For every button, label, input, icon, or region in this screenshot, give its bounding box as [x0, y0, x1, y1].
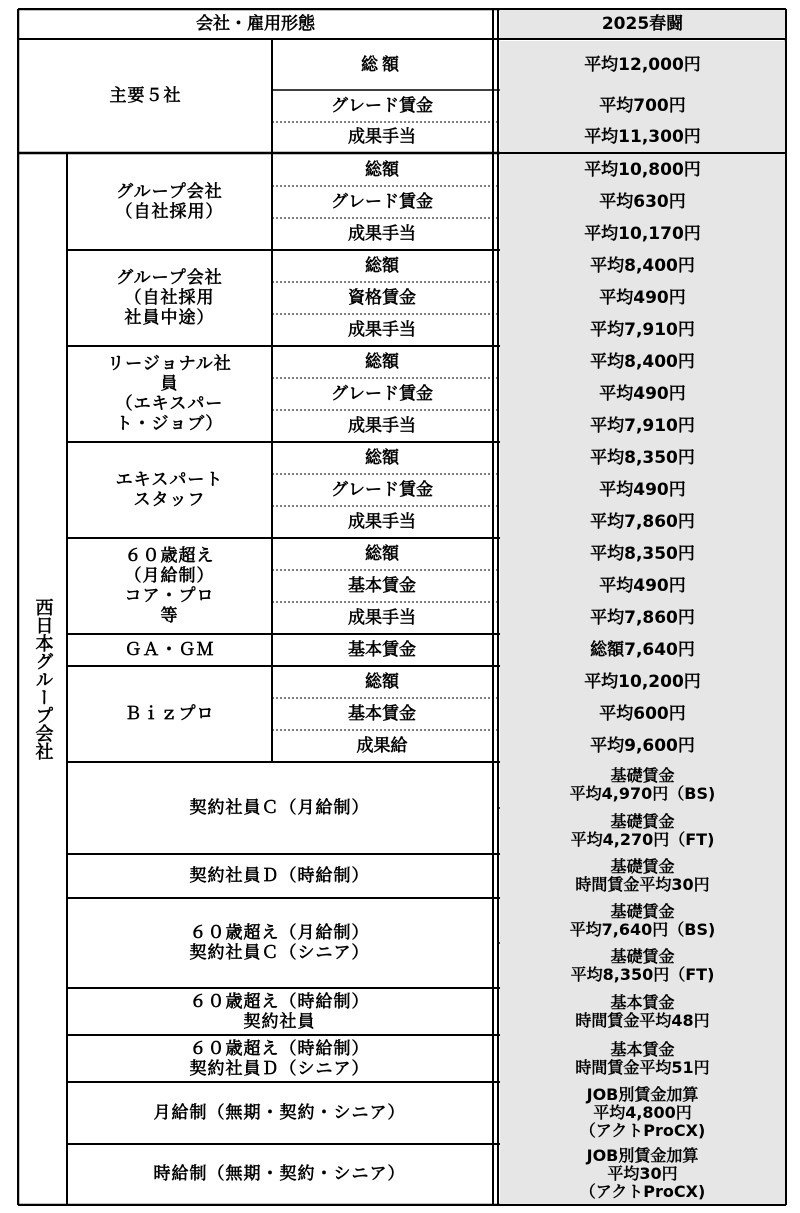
row-label-w6: 月給制（無期・契約・シニア）	[153, 1103, 406, 1123]
wage-table	[17, 8, 787, 1206]
wage-value: 基礎賃金 平均4,970円（BS)	[500, 762, 785, 808]
wage-type: グレード賃金	[331, 95, 433, 116]
wage-value: 平均8,350円	[500, 538, 785, 570]
row-label-g1: グループ会社 （自社採用）	[115, 182, 224, 222]
row-label-w5: ６０歳超え（時給制） 契約社員Ｄ（シニア）	[189, 1038, 370, 1079]
row-label-w4: ６０歳超え（時給制） 契約社員	[189, 991, 370, 1032]
wage-type: 総額	[365, 543, 399, 564]
wage-type: 基本賃金	[348, 639, 416, 660]
wage-value: 平均700円	[500, 90, 785, 122]
wage-value: 平均8,400円	[500, 346, 785, 378]
header-category: 会社・雇用形態	[196, 13, 315, 34]
wage-type: 総額	[365, 255, 399, 276]
row-label-g4: エキスパート スタッフ	[115, 470, 224, 510]
wage-type: 総額	[361, 55, 403, 75]
wage-value: JOB別賃金加算 平均30円 （アクトProCX)	[500, 1144, 785, 1204]
wage-type: 成果手当	[348, 511, 416, 532]
wage-value: 平均7,910円	[500, 314, 785, 346]
wage-value: 平均7,860円	[500, 506, 785, 538]
wage-value: 平均10,170円	[500, 218, 785, 250]
wage-value: 平均490円	[500, 474, 785, 506]
row-label-w1: 契約社員Ｃ（月給制）	[189, 798, 370, 818]
row-label-w3: ６０歳超え（月給制） 契約社員Ｃ（シニア）	[189, 923, 370, 963]
row-label-g6: ＧＡ・ＧＭ	[124, 640, 215, 660]
wage-type: 成果手当	[348, 607, 416, 628]
wage-value: 平均600円	[500, 698, 785, 730]
wage-value: 平均490円	[500, 282, 785, 314]
wage-value: 基礎賃金 平均7,640円（BS)	[500, 898, 785, 943]
wage-value: 総額7,640円	[500, 634, 785, 666]
wage-type: 成果手当	[348, 126, 416, 147]
wage-value: 平均9,600円	[500, 730, 785, 762]
wage-value: 平均7,910円	[500, 410, 785, 442]
row-label-g2: グループ会社 （自社採用 社員中途）	[116, 268, 223, 328]
wage-value: 基礎賃金 時間賃金平均30円	[500, 854, 785, 898]
wage-value: 平均490円	[500, 570, 785, 602]
wage-type: 成果手当	[348, 319, 416, 340]
wage-type: 資格賃金	[348, 287, 416, 308]
wage-value: 平均10,200円	[500, 666, 785, 698]
wage-type: 総額	[365, 351, 399, 372]
wage-value: 平均630円	[500, 186, 785, 218]
wage-value: 平均8,400円	[500, 250, 785, 282]
wage-value: JOB別賃金加算 平均4,800円 （アクトProCX)	[500, 1082, 785, 1144]
row-label-g5: ６０歳超え （月給制） コア・プロ 等	[124, 546, 215, 626]
wage-value: 平均8,350円	[500, 442, 785, 474]
wage-type: 基本賃金	[348, 575, 416, 596]
row-label-g3: リージョナル社 員 （エキスパー ト・ジョブ）	[107, 354, 232, 434]
wage-type: グレード賃金	[331, 191, 433, 212]
wage-value: 基礎賃金 平均8,350円（FT)	[500, 943, 785, 988]
group-label: 西日本グループ会社	[32, 598, 54, 760]
wage-type: 総額	[365, 159, 399, 180]
wage-value: 基礎賃金 平均4,270円（FT)	[500, 808, 785, 854]
row-label-w7: 時給制（無期・契約・シニア）	[153, 1164, 406, 1184]
header-year: 2025春闘	[500, 10, 785, 38]
row-label-w2: 契約社員Ｄ（時給制）	[189, 866, 370, 886]
wage-type: 総額	[365, 447, 399, 468]
wage-type: グレード賃金	[331, 479, 433, 500]
wage-type: 成果手当	[348, 415, 416, 436]
wage-type: 総額	[365, 671, 399, 692]
wage-type: 基本賃金	[348, 703, 416, 724]
wage-value: 平均12,000円	[500, 41, 785, 90]
row-label-g7: Ｂｉｚプロ	[124, 704, 215, 724]
wage-value: 平均11,300円	[500, 122, 785, 152]
wage-value: 基本賃金 時間賃金平均51円	[500, 1035, 785, 1082]
wage-value: 平均7,860円	[500, 602, 785, 634]
wage-value: 平均490円	[500, 378, 785, 410]
wage-value: 基本賃金 時間賃金平均48円	[500, 988, 785, 1035]
wage-value: 平均10,800円	[500, 154, 785, 186]
wage-type: 成果給	[356, 735, 408, 756]
wage-type: 成果手当	[348, 223, 416, 244]
wage-type: グレード賃金	[331, 383, 433, 404]
row-label-main5: 主要５社	[109, 86, 182, 106]
